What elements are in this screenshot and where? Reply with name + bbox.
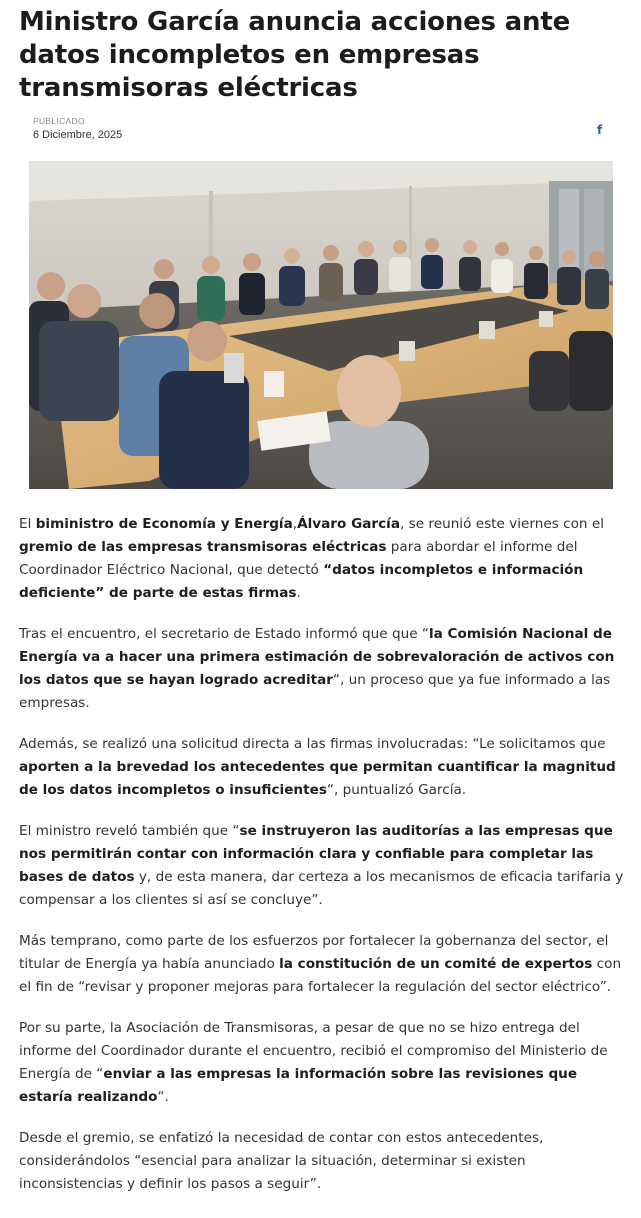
facebook-share-button[interactable] (592, 121, 608, 139)
paragraph-text: El ministro reveló también que “ (19, 823, 240, 839)
paragraph-bold-text: se instruyeron las auditorías a las empresas que nos permitirán contar con información clara y confiable para completar las bases de datos (19, 823, 613, 885)
svg-text:f: f (597, 123, 603, 137)
paragraph-text: Desde el gremio, se enfatizó la necesidad de contar con estos antecedentes, considerándolos “esencial para analizar la situación, determinar si existen inconsistencias y definir los pasos a seguir”. (19, 1130, 544, 1192)
article-paragraph (19, 733, 629, 802)
paragraph-text: El (19, 516, 36, 532)
paragraph-text: “. (157, 1089, 169, 1105)
article-paragraph (19, 820, 629, 912)
article-paragraph (19, 513, 629, 605)
article-paragraph (19, 623, 629, 715)
publish-meta (33, 116, 122, 144)
paragraph-bold-text: aporten a la brevedad los antecedentes que permitan cuantificar la magnitud de los datos incompletos o insuficientes (19, 759, 616, 798)
paragraph-text: “, un proceso que ya fue informado a las empresas. (19, 672, 611, 711)
paragraph-bold-text: “datos incompletos e información deficiente” de parte de estas firmas (19, 562, 584, 601)
paragraph-text: y, de esta manera, dar certeza a los mecanismos de eficacia tarifaria y compensar a los clientes si así se concluye”. (19, 869, 624, 908)
paragraph-text: con el fin de “revisar y proponer mejoras para fortalecer la regulación del sector eléctrico”. (19, 956, 622, 995)
paragraph-text: Más temprano, como parte de los esfuerzos por fortalecer la gobernanza del sector, el titular de Energía ya había anunciado (19, 933, 609, 972)
article-paragraph (19, 1127, 629, 1196)
article-paragraph (19, 1017, 629, 1109)
paragraph-text: “, puntualizó García. (326, 782, 467, 798)
meeting-photo-illustration (29, 161, 613, 489)
paragraph-bold-text: gremio de las empresas transmisoras eléctricas (19, 539, 387, 555)
paragraph-bold-text: la Comisión Nacional de Energía va a hacer una primera estimación de sobrevaloración de activos con los datos que se hayan logrado acreditar (19, 626, 615, 688)
facebook-icon (592, 121, 608, 139)
paragraph-text: para abordar el informe del Coordinador Eléctrico Nacional, que detectó (19, 539, 578, 578)
article-body (19, 513, 629, 1214)
article-paragraph (19, 930, 629, 999)
paragraph-bold-text: la constitución de un comité de expertos (279, 956, 593, 972)
paragraph-text: . (296, 585, 301, 601)
paragraph-bold-text: biministro de Economía y Energía (35, 516, 293, 532)
paragraph-text: , se reunió este viernes con el (400, 516, 604, 532)
published-label: PUBLICADO (33, 116, 85, 126)
paragraph-text: Tras el encuentro, el secretario de Estado informó que que “ (19, 626, 429, 642)
paragraph-bold-text: enviar a las empresas la información sobre las revisiones que estaría realizando (19, 1066, 578, 1105)
published-date: 6 Diciembre, 2025 (33, 129, 123, 141)
paragraph-bold-text: Álvaro García (297, 516, 401, 532)
paragraph-text: Además, se realizó una solicitud directa a las firmas involucradas: “Le solicitamos que (19, 736, 606, 752)
paragraph-text: Por su parte, la Asociación de Transmisoras, a pesar de que no se hizo entrega del informe del Coordinador durante el encuentro, recibió el compromiso del Ministerio de Energía de “ (19, 1020, 608, 1082)
paragraph-text: , (292, 516, 298, 532)
article-headline: Ministro García anuncia acciones ante datos incompletos en empresas transmisoras eléctricas (19, 7, 571, 103)
article-photo (29, 161, 613, 489)
